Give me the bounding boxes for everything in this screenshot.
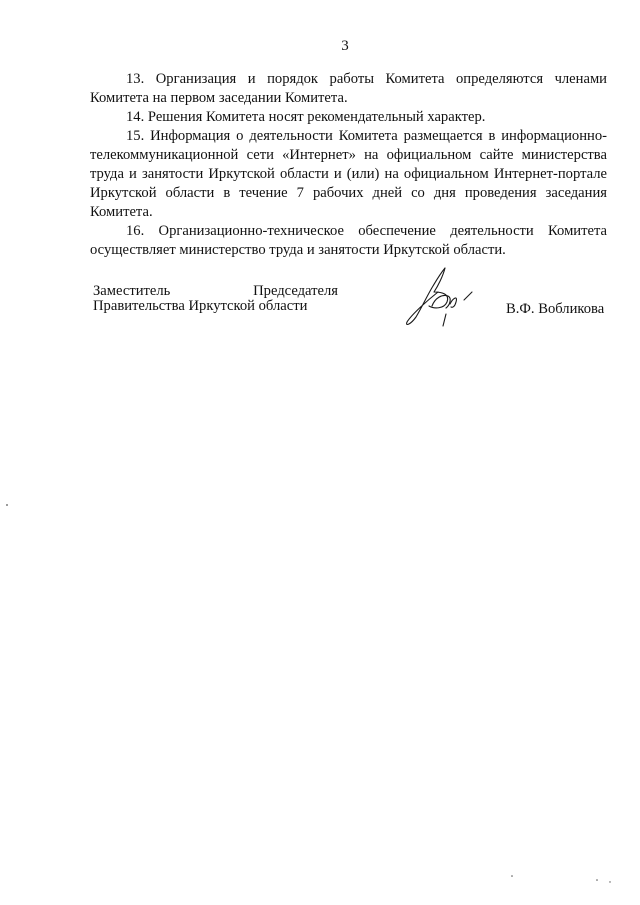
signatory-position-word2: Председателя <box>253 283 338 299</box>
signatory-position-line1 <box>93 284 338 299</box>
signatory-position-line2: Правительства Иркутской области <box>93 298 308 314</box>
handwritten-signature <box>398 262 482 334</box>
paragraph-16: 16. Организационно-техническое обеспечение деятельности Комитета осуществляет министерство труда и занятости Иркутской области. <box>90 223 607 258</box>
paragraph-13: 13. Организация и порядок работы Комитета определяются членами Комитета на первом заседании Комитета. <box>90 71 607 106</box>
paragraph-14: 14. Решения Комитета носят рекомендательный характер. <box>126 109 486 125</box>
document-body <box>90 70 607 260</box>
paragraph-15: 15. Информация о деятельности Комитета размещается в информационно-телекоммуникационной сети «Интернет» на официальном сайте министерства труда и занятости Иркутской области и (или) на официальном Интернет-портале Иркутской области в течение 7 рабочих дней со дня проведения заседания Комитета. <box>90 128 607 220</box>
signatory-position-word1: Заместитель <box>93 283 171 299</box>
signer-name: В.Ф. Вобликова <box>506 301 605 317</box>
signatory-position <box>93 284 338 314</box>
page-number: 3 <box>341 38 349 54</box>
